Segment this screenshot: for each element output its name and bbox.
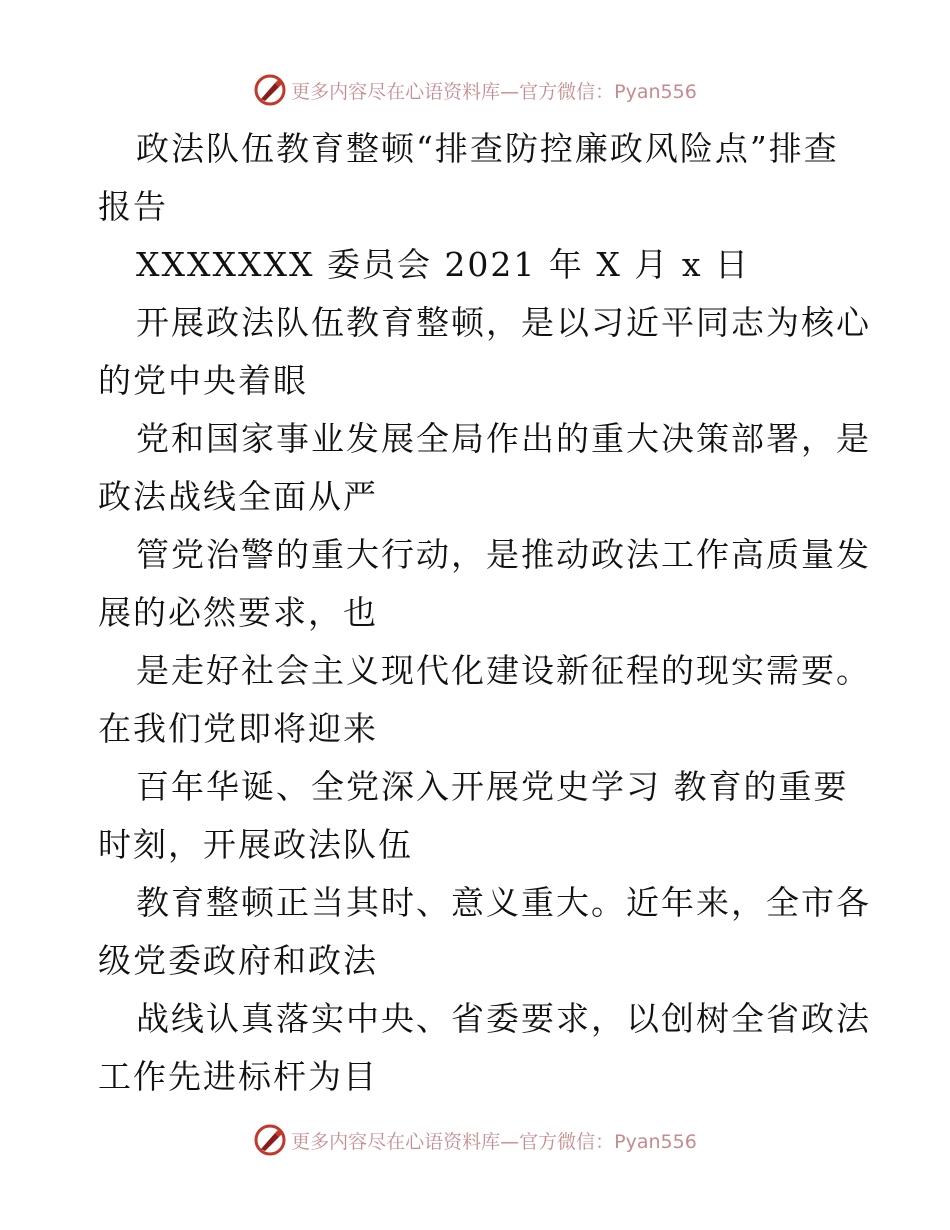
doc-line: 时刻，开展政法队伍 xyxy=(98,825,413,864)
doc-line-title-cont: 报告 xyxy=(98,187,168,226)
doc-line: 工作先进标杆为目 xyxy=(98,1057,378,1096)
watermark-banner-top xyxy=(0,70,950,110)
doc-line: 展的必然要求，也 xyxy=(98,593,378,632)
doc-line: 开展政法队伍教育整顿，是以习近平同志为核心 xyxy=(136,303,871,342)
doc-line: 党和国家事业发展全局作出的重大决策部署，是 xyxy=(136,419,871,458)
doc-line-title: 政法队伍教育整顿“排查防控廉政风险点”排查 xyxy=(136,129,839,168)
watermark-text: 更多内容尽在心语资料库—官方微信：Pyan556 xyxy=(291,1130,697,1153)
doc-line: 战线认真落实中央、省委要求，以创树全省政法 xyxy=(136,999,871,1038)
doc-line: 的党中央着眼 xyxy=(98,361,308,400)
doc-line: 管党治警的重大行动，是推动政法工作高质量发 xyxy=(136,535,871,574)
doc-line: 政法战线全面从严 xyxy=(98,477,378,516)
doc-line: 百年华诞、全党深入开展党史学习 教育的重要 xyxy=(136,767,849,806)
watermark-banner-bottom xyxy=(0,1120,950,1160)
pen-logo-icon xyxy=(253,73,287,107)
doc-line: 教育整顿正当其时、意义重大。近年来，全市各 xyxy=(136,883,871,922)
doc-line: 是走好社会主义现代化建设新征程的现实需要。 xyxy=(136,651,871,690)
doc-line: 在我们党即将迎来 xyxy=(98,709,378,748)
document-body xyxy=(98,120,871,1106)
watermark-text: 更多内容尽在心语资料库—官方微信：Pyan556 xyxy=(291,80,697,103)
doc-line: 级党委政府和政法 xyxy=(98,941,378,980)
pen-logo-icon xyxy=(253,1123,287,1157)
doc-line-issuer-date: XXXXXXX 委员会 2021 年 X 月 x 日 xyxy=(136,245,750,284)
